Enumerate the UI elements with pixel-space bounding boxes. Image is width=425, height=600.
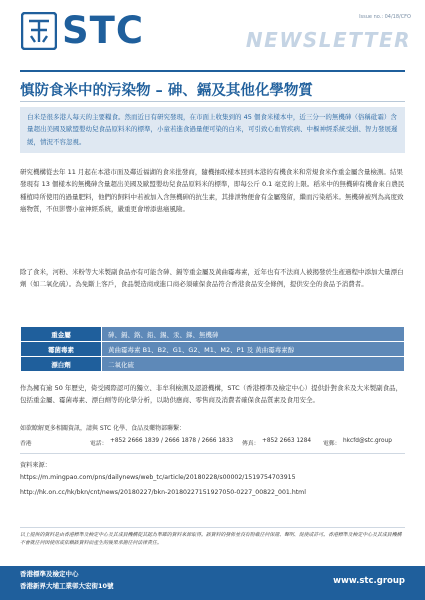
phone-number[interactable]: +852 2666 1839 / 2666 1878 / 2666 1833 bbox=[110, 438, 234, 444]
source-link-2[interactable]: http://hk.on.cc/hk/bkn/cnt/news/20180227/bkn-20180227151927050-0227_00822_001.html bbox=[20, 489, 306, 496]
issue-number: Issue no.: 04/18/CFO bbox=[359, 14, 411, 20]
body-paragraph-3: 作為擁有逾 50 年歷史，倚受國際認可的獨立、非牟利檢測及認證機構，STC（香港標準及檢定中心）提供針對食米及大米製副食品，包括重金屬、霉菌毒素、漂白劑等的化學分析，以助供應商、零售商及消費者確保食品質素及食用安全。 bbox=[20, 384, 403, 405]
email-link[interactable]: hkcfd@stc.group bbox=[343, 438, 392, 444]
sources-divider bbox=[20, 453, 405, 454]
header bbox=[0, 0, 425, 66]
phone-label: 電話： bbox=[90, 441, 108, 447]
footer-website-link[interactable]: www.stc.group bbox=[333, 576, 405, 586]
newsletter-label: NEWSLETTER bbox=[245, 28, 411, 52]
disclaimer-divider bbox=[20, 527, 405, 528]
header-divider bbox=[20, 70, 405, 72]
table-row bbox=[21, 342, 405, 357]
intro-box: 白米是很多港人每天的主要糧食。然而近日有研究發現，在市面上收集到的 45 個食米樣本中，近三分一的無機砷（俗稱砒霜）含量超出美國及歐盟嬰幼兒食品原料米的標準，小童若進食過量便可染的白米，可引致心血管疾病、中樞神經系統受損、智力發展遲緩，情況不容忽視。 bbox=[20, 107, 405, 153]
table-value: 二氧化硫 bbox=[102, 357, 405, 372]
sources-heading: 資料來源： bbox=[20, 462, 51, 469]
footer-address: 香港新界大埔工業邨大宏街10號 bbox=[20, 582, 114, 590]
fax-number: +852 2663 1284 bbox=[262, 438, 312, 444]
table-label: 重金屬 bbox=[21, 327, 102, 342]
table-label: 漂白劑 bbox=[21, 357, 102, 372]
table-row bbox=[21, 327, 405, 342]
footer-org-name: 香港標準及檢定中心 bbox=[20, 570, 79, 578]
hazard-table bbox=[20, 326, 405, 372]
email-label: 電郵： bbox=[323, 441, 341, 447]
page-title: 慎防食米中的污染物 – 砷、鎘及其他化學物質 bbox=[20, 83, 313, 99]
table-label: 霉菌毒素 bbox=[21, 342, 102, 357]
body-paragraph-2: 除了食米，河粉、米粉等大米製副食品亦有可能含砷、鎘等重金屬及黃曲霉毒素，近年也有不法商人被揭發於生產過程中添加大量漂白劑（如二氧化硫）。為免斷上客戶，食品製造商或進口商必須確保食品符合香港食品安全條例，提供安全的食品予消費者。 bbox=[20, 268, 404, 289]
body-paragraph-1: 研究機構從去年 11 月起在本港市面及鄰近福湖的食米批發商，隨機抽取樣本回到本港的有機食米和常規食米作重金屬含量檢測。結果發現有 13 個樣本的無機砷含量超出美國及歐盟嬰幼兒食品原料米的標準，即每公斤 0.1 毫克的上限。稻米中的無機砷有機會來自農民種植時所使用的過量肥料，他們的飼料中若被加入含無機砷的抗生素，其排泄物便會有金屬殘留，繼而污染稻米。無機砷被列為高度致癌物質，不但影響小童神經系統，嚴重更會增添患癌風險。 bbox=[20, 168, 405, 213]
source-link-1[interactable]: https://m.mingpao.com/pns/dailynews/web_tc/article/20180228/s00002/1519754703915 bbox=[20, 474, 296, 481]
table-row bbox=[21, 357, 405, 372]
title-divider bbox=[20, 101, 405, 102]
stc-logo-icon bbox=[21, 12, 57, 50]
contact-region: 香港 bbox=[20, 441, 32, 447]
table-value: 黃曲霉毒素 B1、B2、G1、G2、M1、M2、P1 及 黃曲霉毒素醇 bbox=[102, 342, 405, 357]
table-value: 砷、鎘、鉻、鉛、錫、汞、銻、無機砷 bbox=[102, 327, 405, 342]
fax-label: 傳真： bbox=[242, 441, 260, 447]
disclaimer-text: 以上提供的資料是由香港標準及檢定中心及其成員機構從其認為準確的資料來源取得。該資料的發佈並沒有附載任何保證、聲明、促使或許可。香港標準及檢定中心及其成員機構不會就任何因使用或依賴該資料而產生的後果承擔任何法律責任。 bbox=[20, 532, 402, 546]
contact-intro: 如欲瞭解更多相關資訊，請與 STC 化學、食品及藥物部聯繫： bbox=[20, 425, 186, 432]
logo-text: STC bbox=[62, 9, 145, 52]
